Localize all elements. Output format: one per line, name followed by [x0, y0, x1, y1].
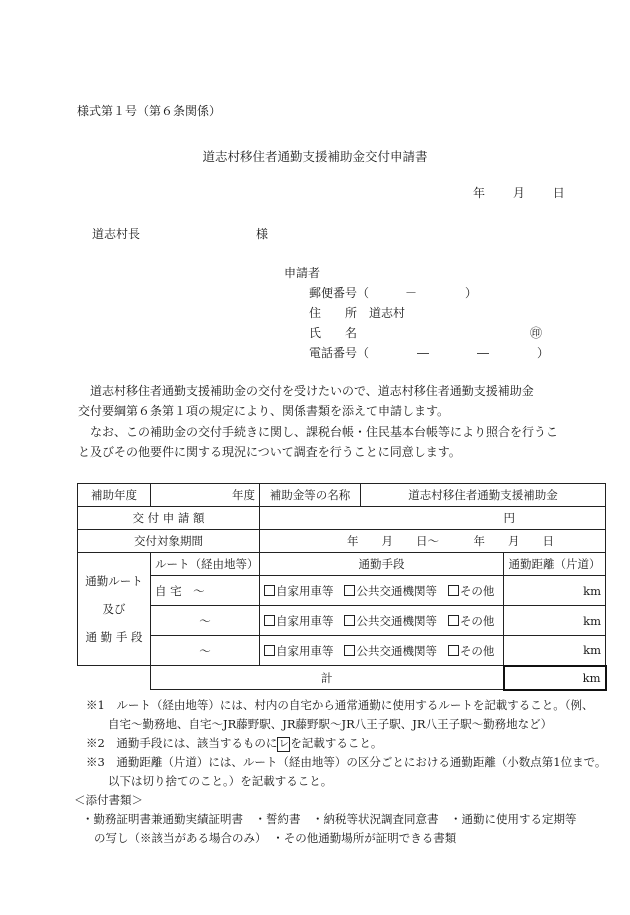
- body-paragraph-2: [78, 422, 608, 462]
- applicant-postal: 郵便番号（ － ）: [309, 286, 478, 300]
- distance-field-3[interactable]: km: [504, 636, 606, 666]
- addressee-honorific: 様: [256, 227, 269, 241]
- period-label: 交付対象期間: [78, 530, 260, 553]
- route-header: ルート（経由地等）: [151, 553, 260, 576]
- application-table: [77, 483, 607, 691]
- note-3-line-1: ※3 通勤距離（片道）には、ルート（経由地等）の区分ごとにおける通勤距離（小数点第1位まで。: [86, 755, 607, 769]
- attachments-line-2: の写し（※該当がある場合のみ） ・その他通勤場所が証明できる書類: [94, 831, 457, 845]
- car-option-label: 自家用車等: [276, 583, 334, 598]
- applicant-label: 申請者: [284, 266, 321, 280]
- applicant-phone: 電話番号（ ― ― ）: [309, 346, 550, 360]
- route-group-label-line: 及び: [102, 602, 126, 616]
- public-transport-checkbox[interactable]: [344, 645, 355, 656]
- means-options-3: [260, 636, 504, 666]
- period-field[interactable]: 年 月 日～ 年 月 日: [260, 530, 606, 553]
- total-distance-field[interactable]: km: [504, 666, 606, 690]
- body-line: と及びその他要件に関する現況について調査を行うことに同意します。: [78, 445, 461, 459]
- other-checkbox[interactable]: [448, 585, 459, 596]
- fiscal-year-field[interactable]: 年度: [151, 484, 260, 507]
- car-option-label: 自家用車等: [276, 643, 334, 658]
- date-year: 年: [473, 186, 486, 200]
- body-paragraph-1: [78, 381, 608, 421]
- check-mark-sample: レ: [278, 739, 289, 750]
- note-2-text-end: を記載すること。: [290, 736, 383, 750]
- body-line: なお、この補助金の交付手続きに関し、課税台帳・住民基本台帳等により照合を行うこ: [90, 425, 559, 439]
- amount-field[interactable]: 円: [260, 507, 606, 530]
- public-option-label: 公共交通機関等: [356, 583, 437, 598]
- applicant-address: 住 所 道志村: [309, 306, 406, 320]
- fiscal-year-label: 補助年度: [78, 484, 151, 507]
- subsidy-name-label: 補助金等の名称: [260, 484, 361, 507]
- date-day: 日: [552, 186, 565, 200]
- car-option-label: 自家用車等: [276, 613, 334, 628]
- route-group-label-line: 通 勤 手 段: [85, 630, 143, 644]
- note-1-line-1: ※1 ルート（経由地等）には、村内の自宅から通常通勤に使用するルートを記載すること。（例、: [86, 698, 594, 712]
- body-line: 交付要綱第６条第１項の規定により、関係書類を添えて申請します。: [78, 404, 450, 418]
- date-month: 月: [512, 186, 525, 200]
- public-transport-checkbox[interactable]: [344, 585, 355, 596]
- notes-section: [74, 696, 616, 848]
- application-date: [473, 184, 565, 201]
- other-checkbox[interactable]: [448, 645, 459, 656]
- note-1-line-2: 自宅～勤務地、自宅～JR藤野駅、JR藤野駅～JR八王子駅、JR八王子駅～勤務地など）: [108, 717, 553, 731]
- public-transport-checkbox[interactable]: [344, 615, 355, 626]
- route-field-2[interactable]: ～: [151, 606, 260, 636]
- seal-mark: ㊞: [530, 326, 543, 340]
- route-field-1[interactable]: 自 宅 ～: [151, 576, 260, 606]
- applicant-name: 氏 名: [309, 326, 358, 340]
- route-group-label: [78, 553, 151, 666]
- addressee-name: 道志村長: [92, 227, 141, 241]
- route-group-label-line: 通勤ルート: [85, 574, 143, 588]
- other-option-label: その他: [459, 613, 495, 628]
- document-title: 道志村移住者通勤支援補助金交付申請書: [202, 149, 428, 164]
- subsidy-name-value: 道志村移住者通勤支援補助金: [361, 484, 606, 507]
- car-checkbox[interactable]: [264, 645, 275, 656]
- car-checkbox[interactable]: [264, 615, 275, 626]
- distance-field-2[interactable]: km: [504, 606, 606, 636]
- means-header: 通勤手段: [260, 553, 504, 576]
- note-2-text: ※2 通勤手段には、該当するものに: [86, 736, 278, 750]
- body-line: 道志村移住者通勤支援補助金の交付を受けたいので、道志村移住者通勤支援補助金: [90, 384, 534, 398]
- note-3-line-2: 以下は切り捨てのこと。）を記載すること。: [108, 774, 333, 788]
- blank-cell: [78, 666, 151, 690]
- means-options-2: [260, 606, 504, 636]
- public-option-label: 公共交通機関等: [356, 613, 437, 628]
- attachments-line-1: ・勤務証明書兼通勤実績証明書 ・誓約書 ・納税等状況調査同意書 ・通勤に使用する定期等: [82, 812, 577, 826]
- distance-field-1[interactable]: km: [504, 576, 606, 606]
- other-checkbox[interactable]: [448, 615, 459, 626]
- public-option-label: 公共交通機関等: [356, 643, 437, 658]
- other-option-label: その他: [459, 583, 495, 598]
- attachments-header: ＜添付書類＞: [74, 793, 143, 807]
- car-checkbox[interactable]: [264, 585, 275, 596]
- amount-label: 交 付 申 請 額: [78, 507, 260, 530]
- route-field-3[interactable]: ～: [151, 636, 260, 666]
- form-number: 様式第１号（第６条関係）: [77, 104, 222, 118]
- note-2: [86, 734, 616, 753]
- distance-header: 通勤距離（片道）: [504, 553, 606, 576]
- other-option-label: その他: [459, 643, 495, 658]
- total-label: 計: [151, 666, 504, 690]
- means-options-1: [260, 576, 504, 606]
